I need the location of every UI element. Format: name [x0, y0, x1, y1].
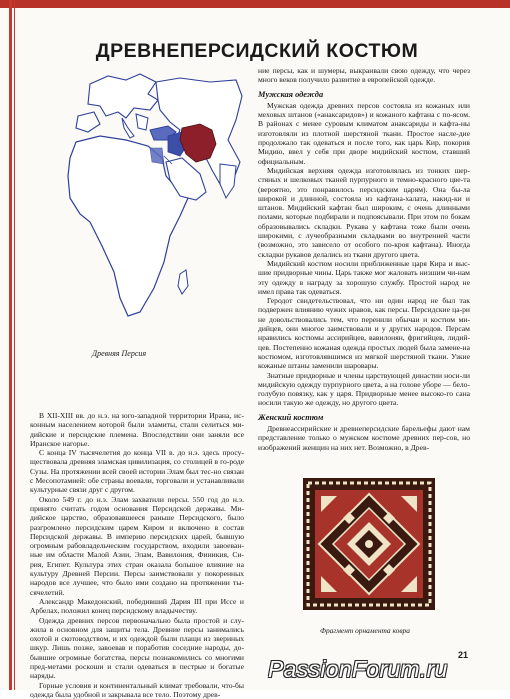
left-text-column — [30, 411, 244, 699]
page-number: 21 — [458, 650, 469, 660]
watermark: PassionForum.ru — [268, 656, 448, 682]
ornament-caption: Фрагмент орнамента ковра — [320, 626, 410, 635]
paragraph: Мидийский костюм носили приближенные царя Кира и выс-шие придворные чины. Царь также мог жаловать низшим чи-нам эту одежду в награду за хорошую службу. Простой народ не имел права так одеваться. — [258, 258, 470, 296]
paragraph: Мидийская верхняя одежда изготовлялась из тонких шер-стяных и шелковых тканей пурпурного и темно-красного цве-та (вероятно, это понравилось персидским царям). Она бы-ла широкой и длинной, состояла из кафтана-халата, накид-ки и штанов. Мидийский кафтан был широким, с очень длинными полами, которые подбирали и подпоясывали. При этом по бокам образовывались складки. Рукава у кафтана тоже были очень широкими, с лучеобразными складками во внутренней части (возможно, это зависело от особого по-кроя кафтана). Иногда складки рукавов делались из ткани другого цвета. — [258, 165, 470, 259]
left-margin-rule-thin — [14, 0, 15, 690]
section-heading-male: Мужская одежда — [258, 89, 324, 99]
carpet-ornament-image — [303, 478, 435, 610]
right-text-column — [258, 66, 470, 452]
paragraph: Одежда древних персов первоначально была простой и слу-жила в основном для защиты тела. Древние персы занимались охотой и скотоводством, и их одеждой были плащи из звериных шкур. Лишь позже, завоевав и поработив соседние народы, до-бывшие огромные богатства, персы познакомились со многими пред-метами роскоши и стали одеваться в пестрые и богатые наряды. — [30, 615, 244, 681]
paragraph: Знатные придворные и члены царствующей династии носи-ли мидийскую одежду пурпурного цвета, а на голове уборе — бело-голубую повязку, как у царя. Придворные менее высоко-го сана носили такую же одежду, но другого цвета. — [258, 370, 470, 408]
map-caption: Древняя Персия — [92, 349, 147, 358]
paragraph: ние персы, как и шумеры, выкраивали свою одежду, что через много веков получило развитие в европейской одежде. — [258, 66, 470, 85]
paragraph: Александр Македонский, победивший Дария III при Иссе и Арбелах, положил конец персидскому владычеству. — [30, 596, 244, 616]
section-heading-female: Женский костюм — [258, 412, 324, 422]
paragraph: Древнеассирийские и древнеперсидские барельефы дают нам представление только о мужском костюме древних пер-сов, но изображений женщин на них нет. Возможно, в Древ- — [258, 423, 470, 452]
paragraph: Горные условия и континентальный климат требовали, что-бы одежда была удобной и закрывала все тело. Поэтому древ- — [30, 680, 244, 699]
paragraph: Геродот свидетельствовал, что ни один народ не был так подвержен влиянию чужих нравов, как персы. Персидские ца-ри не довольствовались тем, что перенили обычаи и костюм ми-дийцев, они многое заимствовали и у других народов. Персам нравились костюмы ассирийцев, вавилонян, фригийцев, лидий-цев. Постепенно кожаная одежда простых людей была замене-на костюмом, изготовлявшимся из мягкой шерстяной ткани. Узкие кожаные штаны заменили шаровары. — [258, 296, 470, 371]
paragraph: Около 549 г. до н.э. Элам захватили персы. 550 год до н.э. принято считать годом основания Персидской державы. Ми-дийское царство, образовавшееся раньше Персидского, было разгромлено персидским царем Киром и включено в состав Персидской державы. В империю персидских царей, бывшую огромным рабовладельческим государством, входили завоеван-ные им области Малой Азии, Элам, Вавилония, Финикия, Си-рия, Египет. Культура этих стран оказала большое влияние на культуру Древней Персии. Персы заимствовали у покоренных народов все лучшее, что было ими создано на протяжении ты-сячелетий. — [30, 494, 244, 597]
paragraph: В XII-XIII вв. до н.э. на юго-западной территории Ирана, ис-конным населением которой были эламиты, стали селиться ми-дийские и персидские племена. Впоследствии они заняли все Иранское нагорье. — [30, 411, 244, 448]
top-decorative-bar — [0, 0, 510, 8]
page-title: ДРЕВНЕПЕРСИДСКИЙ КОСТЮМ — [95, 40, 419, 62]
left-margin-rule — [9, 0, 12, 690]
ancient-persia-map — [30, 66, 244, 346]
paragraph: Мужская одежда древних персов состояла из кожаных или меховых штанов («анаксаридов») и кожаного кафтана с по-ясом. В районах с менее суровым климатом анаксариды и кафта-ны изготовляли из плотной шерстяной ткани. Простое насле-дие продолжало так одеваться и после того, как царь Кир, покорив Мидию, ввел у себя при дворе мидийский костюм, ставший официальным. — [258, 100, 470, 166]
paragraph: С конца IV тысячелетия до конца VII в. до н.э. здесь просу-ществовала древняя эламская цивилизация, со столицей в го-роде Сузы. На протяжении всей своей истории Элам был тес-но связан с Месопотамией: обе страны воевали, торговали и устанавливали культурные связи друг с другом. — [30, 448, 244, 495]
